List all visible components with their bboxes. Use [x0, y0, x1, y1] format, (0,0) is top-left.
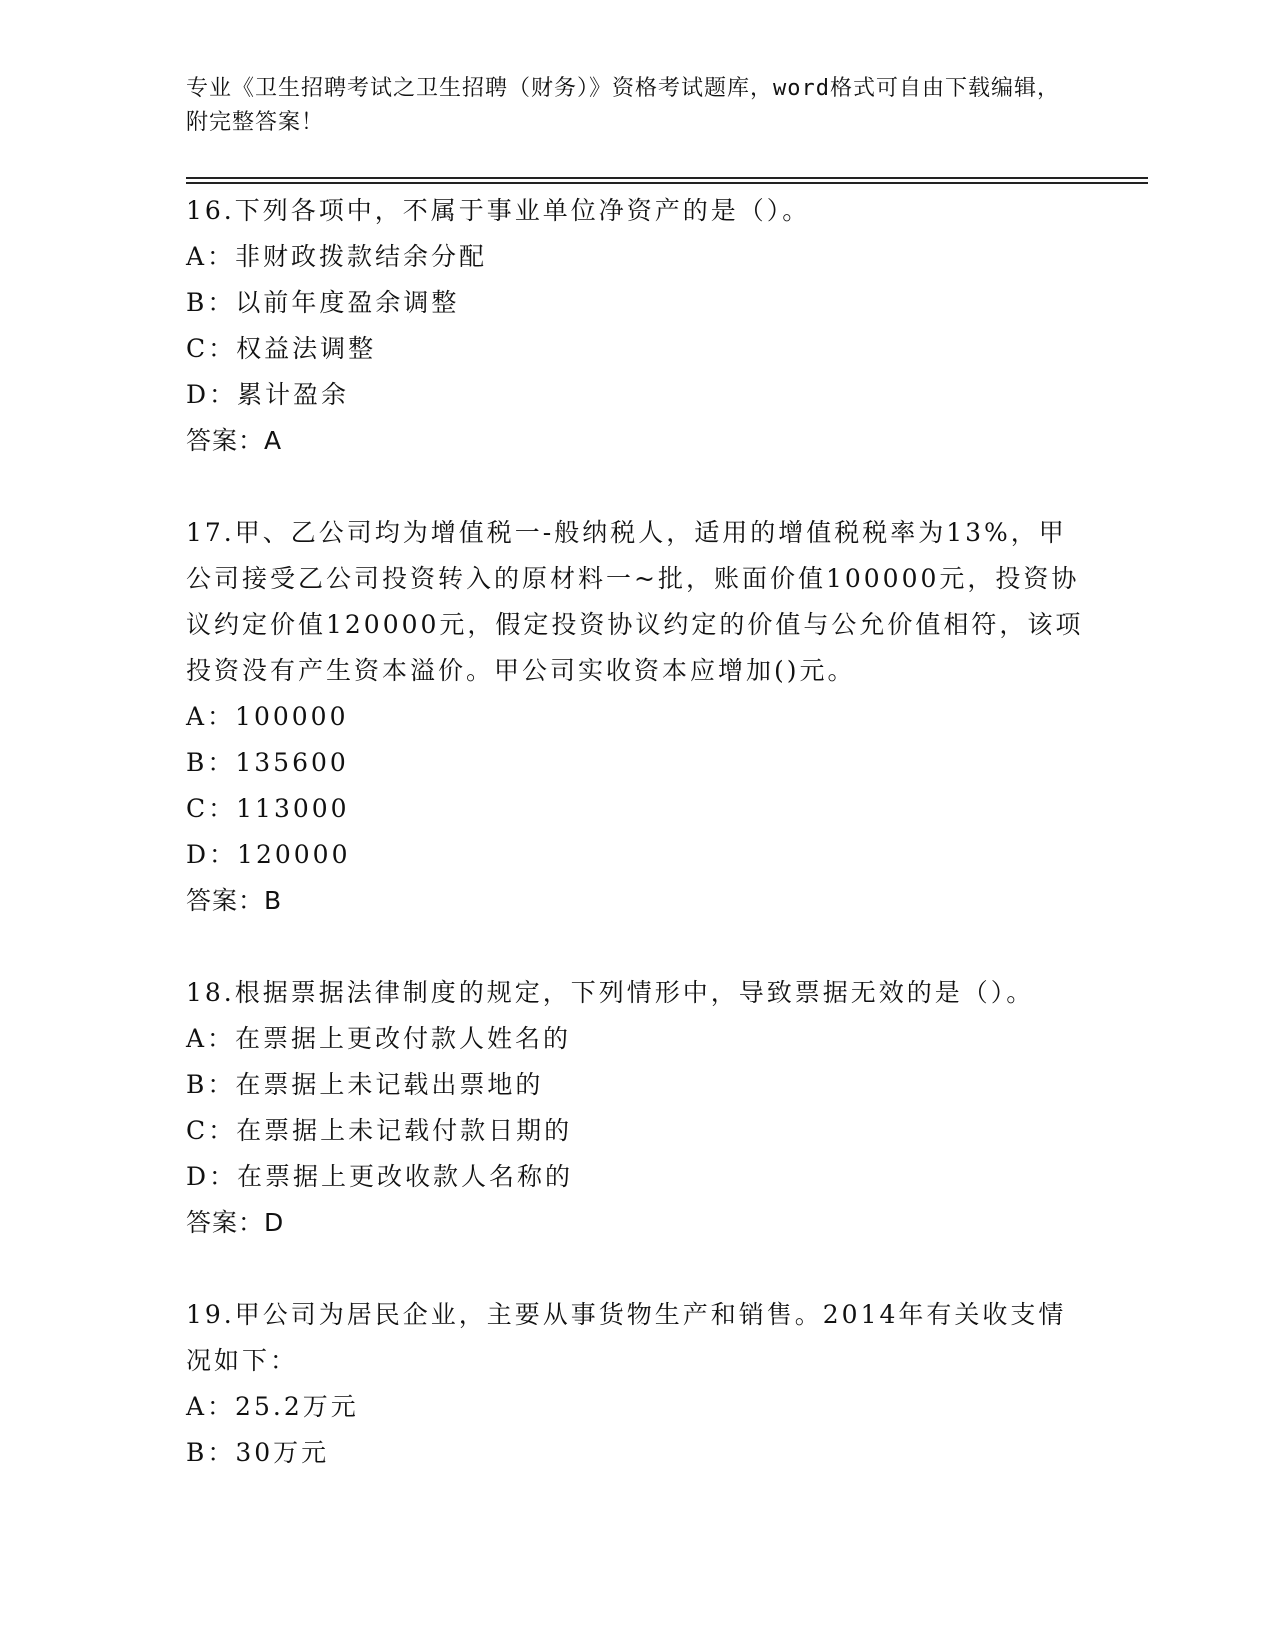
- question-16: [186, 188, 1086, 464]
- question-17: [186, 510, 1086, 924]
- question-18: [186, 970, 1086, 1246]
- question-stem: 17.甲、乙公司均为增值税一-般纳税人，适用的增值税税率为13%，甲公司接受乙公司投资转入的原材料一~批，账面价值100000元，投资协议约定价值120000元，假定投资协议约定的价值与公允价值相符，该项投资没有产生资本溢价。甲公司实收资本应增加()元。: [186, 518, 1084, 685]
- option-d: D：在票据上更改收款人名称的: [186, 1162, 574, 1191]
- question-stem: 19.甲公司为居民企业，主要从事货物生产和销售。2014年有关收支情况如下：: [186, 1300, 1067, 1375]
- question-stem: 16.下列各项中，不属于事业单位净资产的是（）。: [186, 196, 811, 225]
- option-c: C：113000: [186, 794, 350, 823]
- answer-line: 答案：B: [186, 886, 283, 915]
- answer-line: 答案：A: [186, 426, 283, 455]
- option-b: B：以前年度盈余调整: [186, 288, 460, 317]
- header-divider-top: [186, 177, 1148, 179]
- option-a: A：非财政拨款结余分配: [186, 242, 488, 271]
- document-header: 专业《卫生招聘考试之卫生招聘（财务）》资格考试题库，word格式可自由下载编辑，附完整答案！: [186, 76, 1060, 135]
- option-d: D：累计盈余: [186, 380, 350, 409]
- question-stem: 18.根据票据法律制度的规定，下列情形中，导致票据无效的是（）。: [186, 978, 1035, 1007]
- option-d: D：120000: [186, 840, 351, 869]
- option-b: B：135600: [186, 748, 349, 777]
- option-a: A：在票据上更改付款人姓名的: [186, 1024, 572, 1053]
- option-a: A：100000: [186, 702, 349, 731]
- option-b: B：在票据上未记载出票地的: [186, 1070, 544, 1099]
- option-c: C：权益法调整: [186, 334, 377, 363]
- option-b: B：30万元: [186, 1438, 330, 1467]
- question-list: [186, 188, 1086, 1522]
- option-a: A：25.2万元: [186, 1392, 359, 1421]
- answer-line: 答案：D: [186, 1208, 285, 1237]
- question-19: [186, 1292, 1086, 1476]
- header-divider-bottom: [186, 182, 1148, 184]
- option-c: C：在票据上未记载付款日期的: [186, 1116, 573, 1145]
